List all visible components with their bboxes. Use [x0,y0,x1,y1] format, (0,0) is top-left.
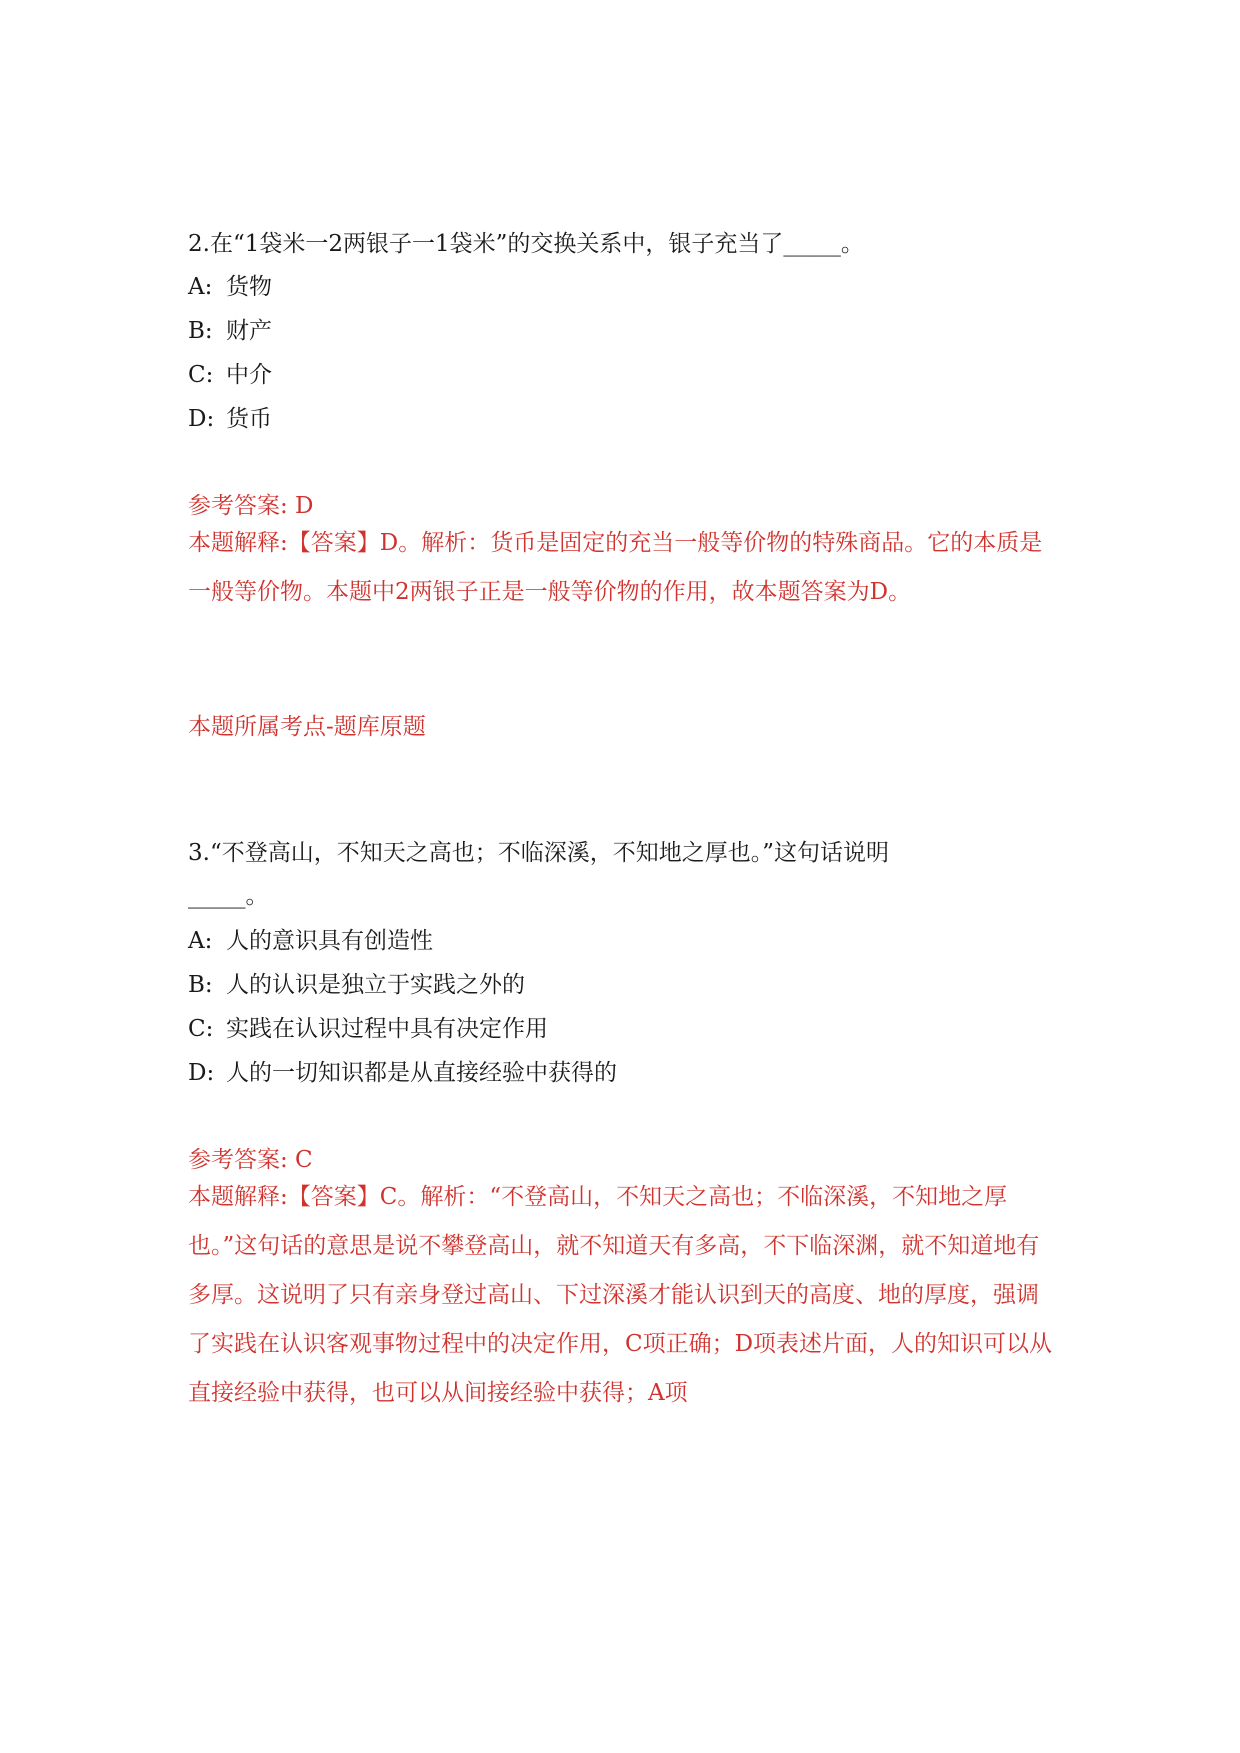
question-2 [188,229,1068,259]
explanation-text: 本题解释:【答案】C。解析：“不登高山，不知天之高也；不临深溪，不知地之厚也。”这句话的意思是说不攀登高山，就不知道天有多高，不下临深渊，就不知道地有多厚。这说明了只有亲身登过高山、下过深溪才能认识到天的高度、地的厚度，强调了实践在认识客观事物过程中的决定作用，C项正确；D项表述片面，人的知识可以从直接经验中获得，也可以从间接经验中获得；A项 [188,1184,1053,1406]
option-text: 货币 [226,406,272,432]
option-letter: C: [188,1016,214,1042]
option-b [188,316,1068,346]
option-d [188,404,1068,434]
option-text: 货物 [226,274,272,300]
question-2-tag [188,712,1068,742]
option-c [188,1014,1068,1044]
answer-text: 参考答案: D [188,493,314,519]
option-text: 中介 [226,362,272,388]
option-text: 实践在认识过程中具有决定作用 [226,1016,548,1042]
option-letter: A: [188,928,213,954]
option-text: 人的一切知识都是从直接经验中获得的 [226,1060,617,1086]
question-3-answer [188,1145,1068,1175]
option-d [188,1058,1068,1088]
question-3-explanation [188,1173,1068,1418]
question-2-answer [188,491,1068,521]
option-text: 人的意识具有创造性 [226,928,433,954]
question-3-stem-cont [188,881,1068,911]
explanation-text: 本题解释:【答案】D。解析：货币是固定的充当一般等价物的特殊商品。它的本质是一般等价物。本题中2两银子正是一般等价物的作用，故本题答案为D。 [188,530,1043,605]
question-stem: 2.在“1袋米一2两银子一1袋米”的交换关系中，银子充当了_____。 [188,231,864,257]
question-2-explanation [188,519,1068,617]
option-letter: C: [188,362,214,388]
option-letter: B: [188,318,213,344]
answer-text: 参考答案: C [188,1147,313,1173]
option-a [188,926,1068,956]
option-text: 财产 [226,318,272,344]
option-b [188,970,1068,1000]
option-letter: D: [188,406,215,432]
option-text: 人的认识是独立于实践之外的 [226,972,525,998]
question-3-options [188,926,1068,1107]
question-stem: 3.“不登高山，不知天之高也；不临深溪，不知地之厚也。”这句话说明 [188,840,889,866]
question-stem-continued: _____。 [188,883,269,909]
question-2-options [188,272,1068,453]
topic-tag: 本题所属考点-题库原题 [188,714,426,740]
option-letter: D: [188,1060,215,1086]
option-letter: B: [188,972,213,998]
option-letter: A: [188,274,213,300]
option-c [188,360,1068,390]
question-3 [188,838,1068,868]
option-a [188,272,1068,302]
